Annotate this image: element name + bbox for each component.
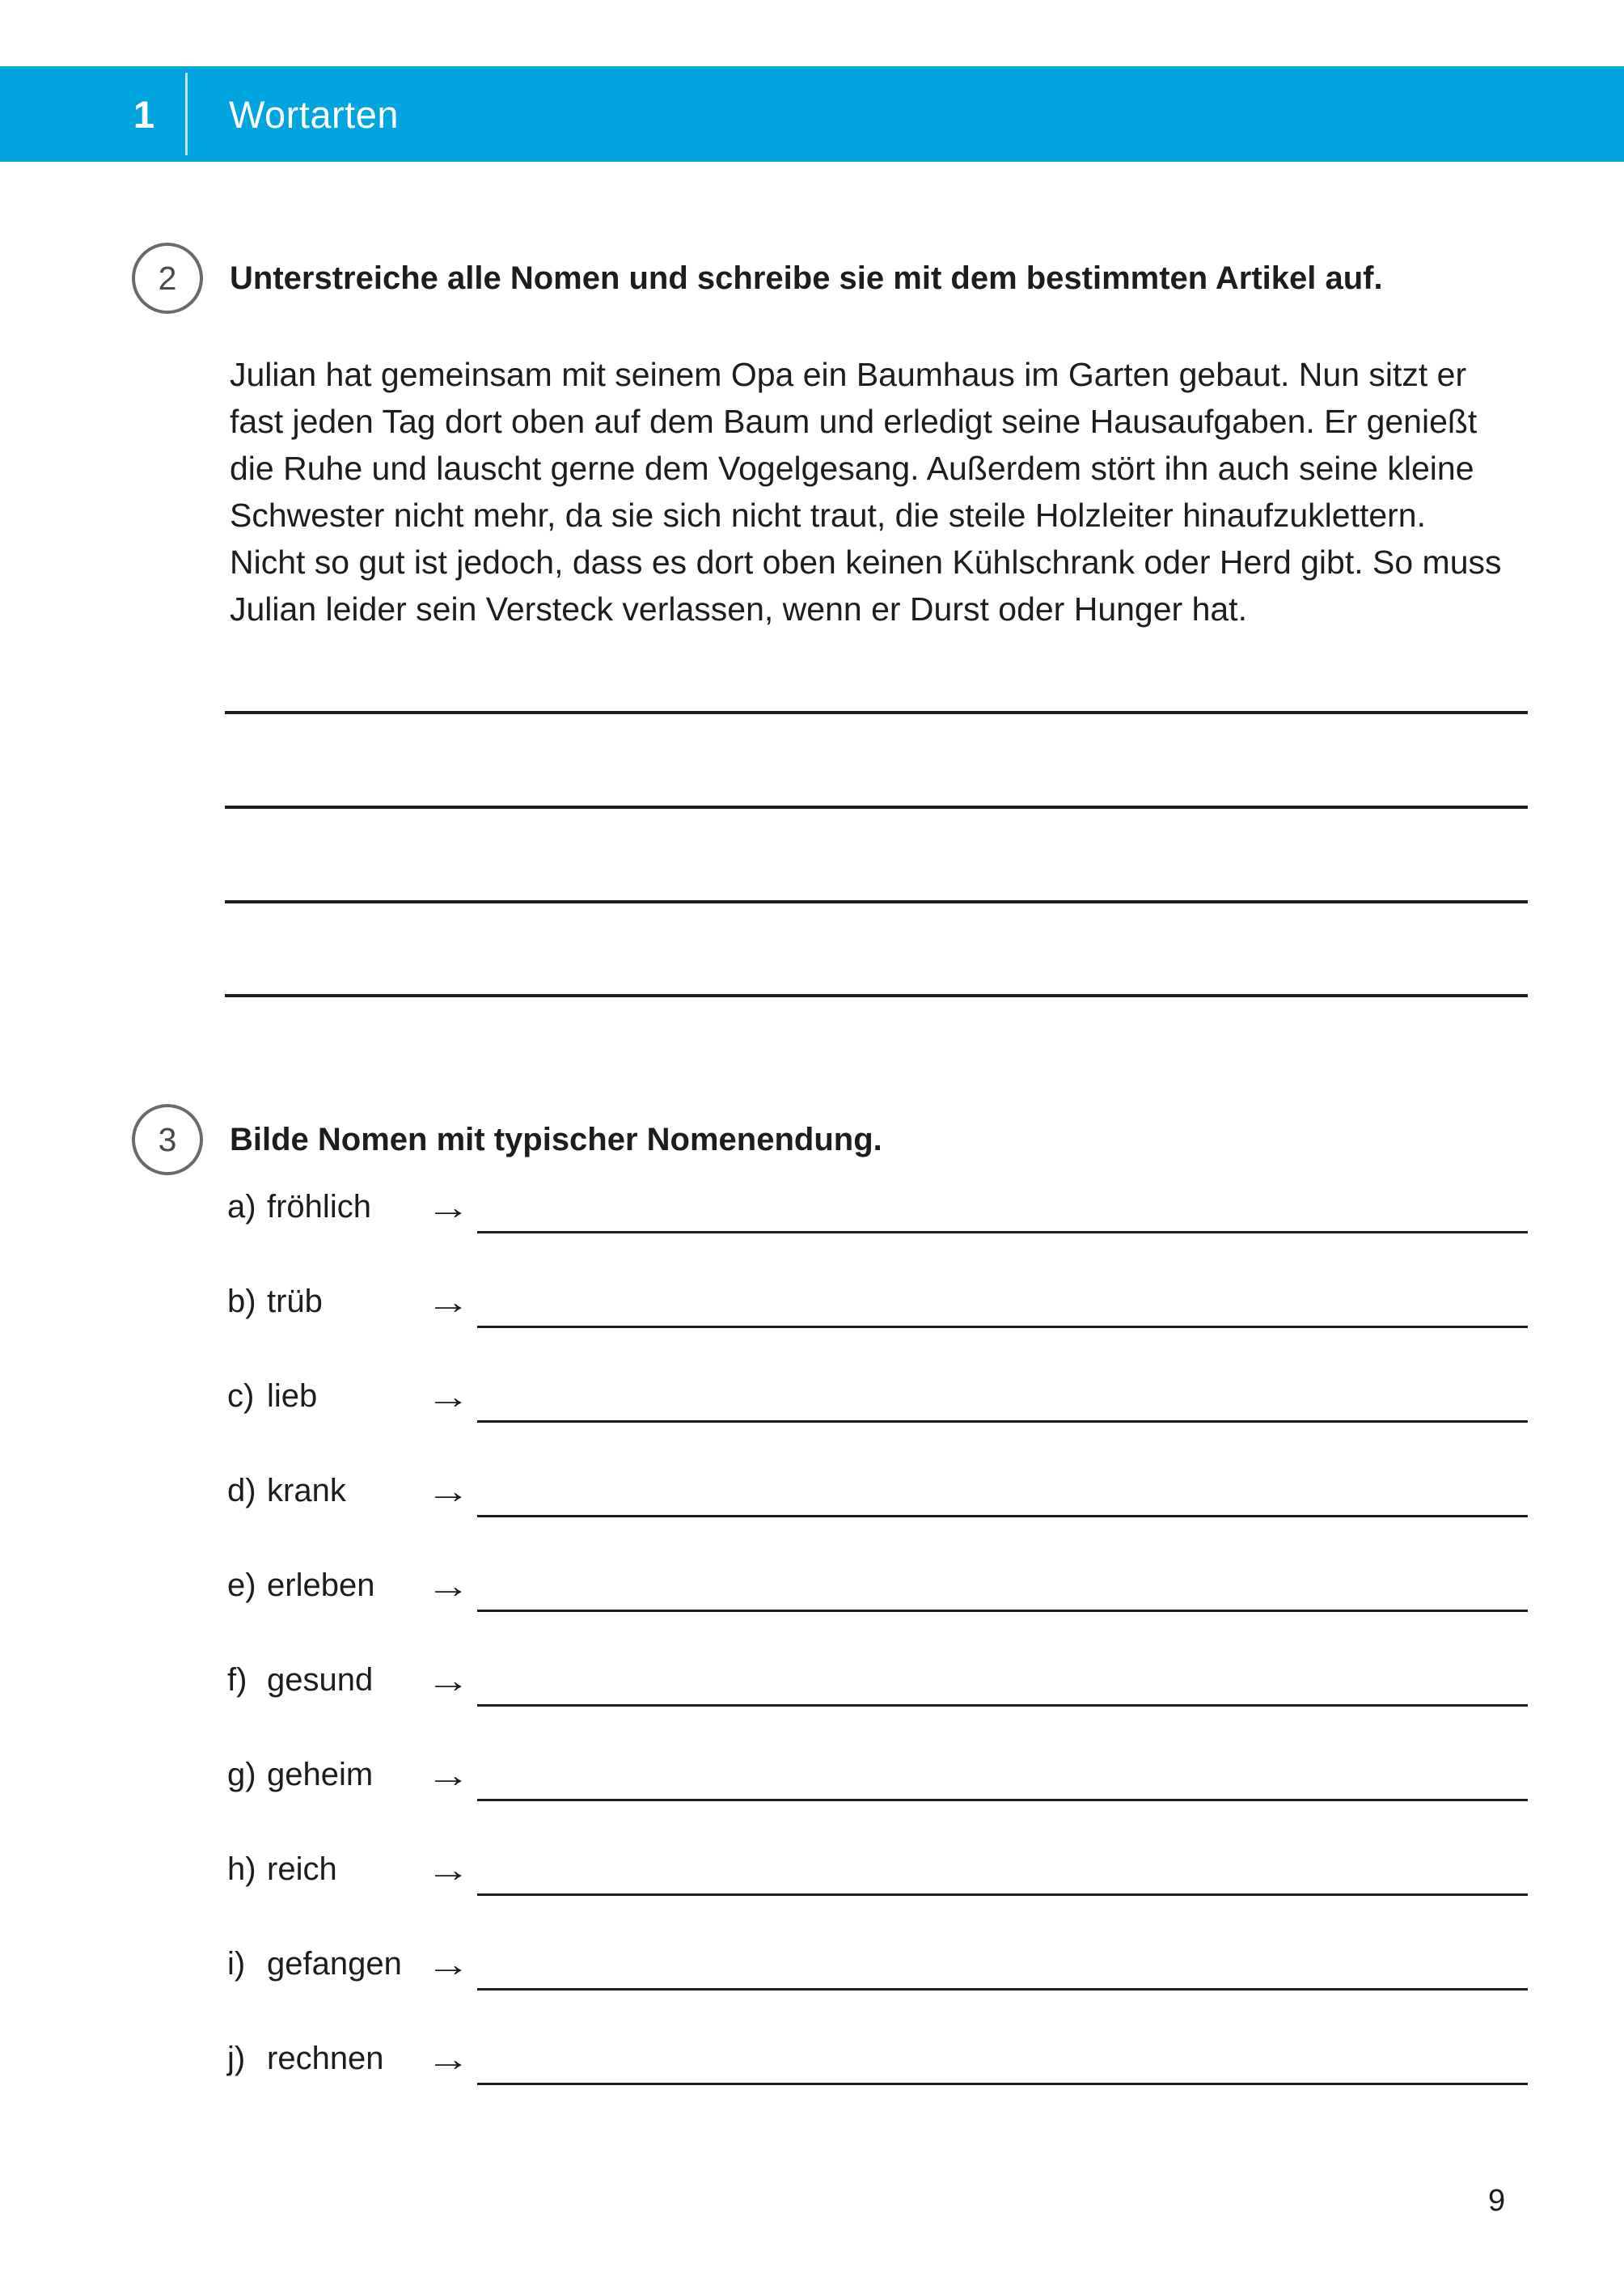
item-word: gefangen — [267, 1946, 402, 1982]
item-word: erleben — [267, 1567, 375, 1603]
chapter-number: 1 — [133, 92, 154, 136]
exercise3-instruction: Bilde Nomen mit typischer Nomenendung. — [230, 1122, 882, 1157]
passage-line: die Ruhe und lauscht gerne dem Vogelgesang. Außerdem stört ihn auch seine kleine — [230, 450, 1474, 487]
list-item-h — [227, 1822, 1528, 1917]
arrow-right-icon: → — [426, 1850, 471, 1889]
arrow-right-icon: → — [426, 1471, 471, 1510]
exercise2-passage — [230, 351, 1540, 632]
exercise2-number: 2 — [158, 259, 177, 297]
exercise3-answer-line-f[interactable] — [477, 1704, 1528, 1707]
arrow-right-icon: → — [426, 1566, 471, 1605]
list-item-d — [227, 1444, 1528, 1538]
item-label: c) — [227, 1378, 255, 1414]
chapter-title: Wortarten — [229, 92, 399, 136]
arrow-right-icon: → — [426, 1377, 471, 1415]
item-label: g) — [227, 1757, 256, 1792]
page-number: 9 — [1488, 2184, 1506, 2218]
list-item-g — [227, 1728, 1528, 1822]
exercise3-item-list — [227, 1160, 1528, 2106]
item-label: b) — [227, 1284, 256, 1319]
exercise2-number-badge — [132, 243, 203, 314]
list-item-b — [227, 1254, 1528, 1349]
exercise3-answer-line-a[interactable] — [477, 1231, 1528, 1233]
item-label: d) — [227, 1473, 256, 1508]
exercise3-answer-line-d[interactable] — [477, 1515, 1528, 1517]
item-label: j) — [227, 2041, 246, 2076]
header-divider — [185, 73, 188, 155]
exercise2-answer-line-3[interactable] — [225, 900, 1528, 903]
passage-line: Schwester nicht mehr, da sie sich nicht traut, die steile Holzleiter hinaufzuklettern. — [230, 497, 1426, 534]
arrow-right-icon: → — [426, 1187, 471, 1226]
arrow-right-icon: → — [426, 1661, 471, 1699]
passage-line: Julian leider sein Versteck verlassen, wenn er Durst oder Hunger hat. — [230, 590, 1247, 628]
list-item-e — [227, 1538, 1528, 1633]
exercise3-answer-line-c[interactable] — [477, 1420, 1528, 1423]
item-word: geheim — [267, 1757, 374, 1792]
exercise3-answer-line-g[interactable] — [477, 1799, 1528, 1801]
item-label: h) — [227, 1851, 256, 1887]
exercise3-answer-line-j[interactable] — [477, 2083, 1528, 2085]
item-label: a) — [227, 1189, 256, 1225]
exercise2-answer-line-2[interactable] — [225, 806, 1528, 809]
exercise3-answer-line-i[interactable] — [477, 1988, 1528, 1991]
arrow-right-icon: → — [426, 1282, 471, 1321]
exercise2-answer-line-1[interactable] — [225, 711, 1528, 714]
list-item-i — [227, 1917, 1528, 2012]
exercise3-answer-line-e[interactable] — [477, 1610, 1528, 1612]
item-label: e) — [227, 1567, 256, 1603]
item-word: lieb — [267, 1378, 318, 1414]
arrow-right-icon: → — [426, 1944, 471, 1983]
list-item-j — [227, 2012, 1528, 2106]
item-label: i) — [227, 1946, 246, 1982]
passage-line: Nicht so gut ist jedoch, dass es dort oben keinen Kühlschrank oder Herd gibt. So muss — [230, 544, 1502, 581]
item-word: reich — [267, 1851, 337, 1887]
list-item-f — [227, 1633, 1528, 1728]
item-word: krank — [267, 1473, 346, 1508]
exercise3-number-badge — [132, 1104, 203, 1175]
exercise3-answer-line-h[interactable] — [477, 1893, 1528, 1896]
item-word: gesund — [267, 1662, 374, 1698]
arrow-right-icon: → — [426, 2039, 471, 2078]
item-label: f) — [227, 1662, 247, 1698]
exercise2-answer-line-4[interactable] — [225, 994, 1528, 997]
item-word: rechnen — [267, 2041, 384, 2076]
item-word: fröhlich — [267, 1189, 371, 1225]
exercise2-instruction: Unterstreiche alle Nomen und schreibe sie mit dem bestimmten Artikel auf. — [230, 260, 1383, 296]
item-word: trüb — [267, 1284, 323, 1319]
exercise3-answer-line-b[interactable] — [477, 1326, 1528, 1328]
passage-line: fast jeden Tag dort oben auf dem Baum und erledigt seine Hausaufgaben. Er genießt — [230, 403, 1478, 440]
list-item-c — [227, 1349, 1528, 1444]
arrow-right-icon: → — [426, 1755, 471, 1794]
passage-line: Julian hat gemeinsam mit seinem Opa ein Baumhaus im Garten gebaut. Nun sitzt er — [230, 356, 1467, 393]
chapter-header-bar — [0, 66, 1624, 162]
list-item-a — [227, 1160, 1528, 1254]
exercise3-number: 3 — [158, 1120, 177, 1158]
